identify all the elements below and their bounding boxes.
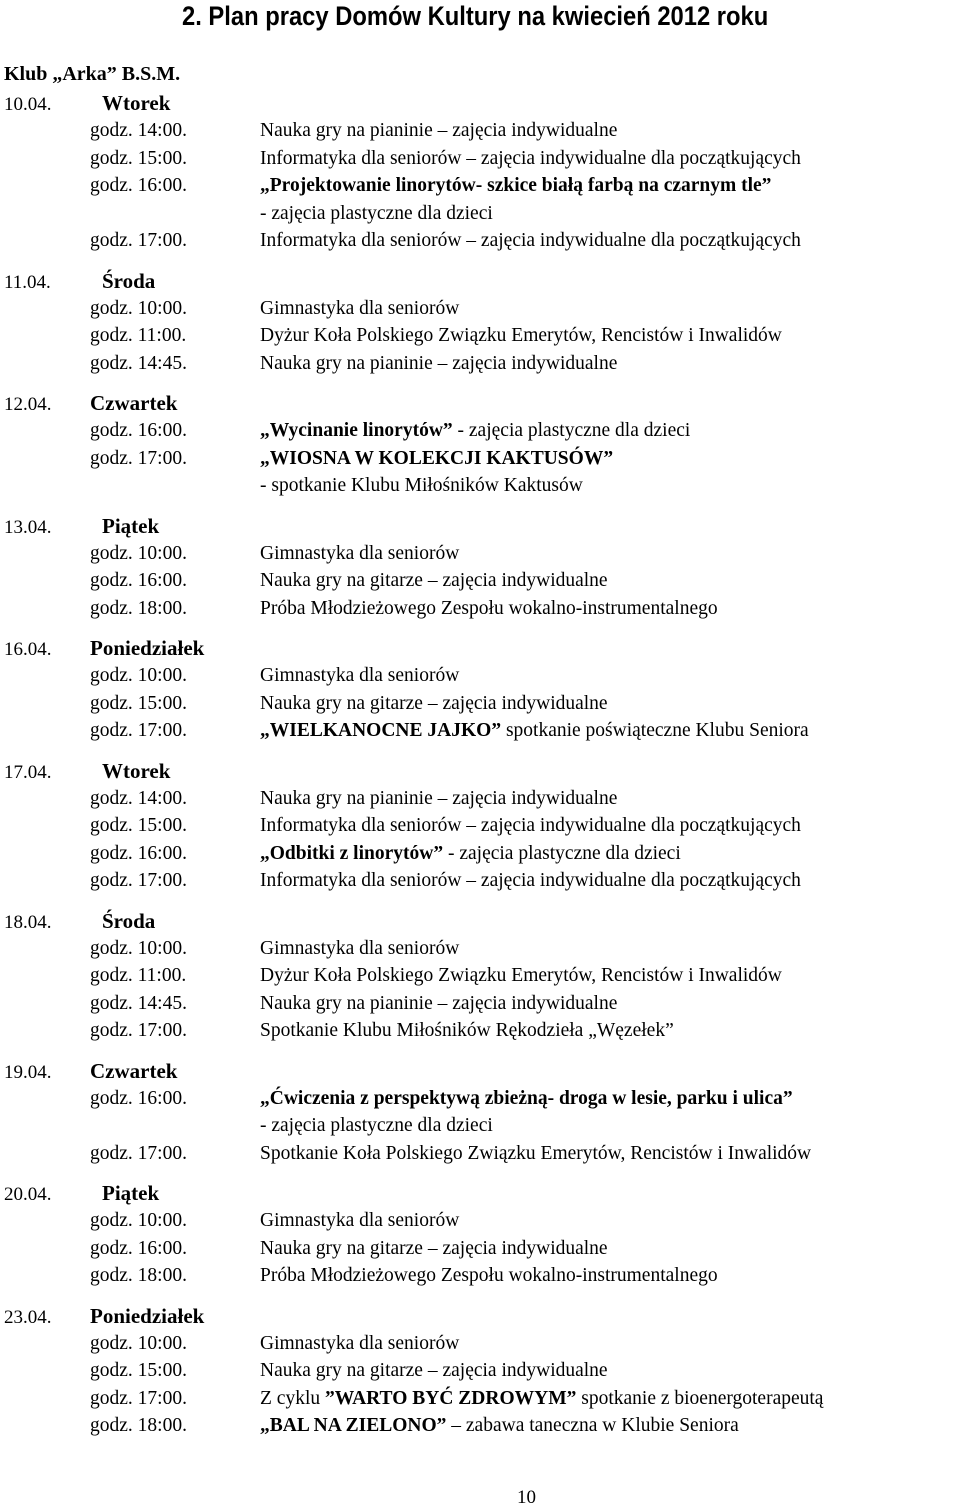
item-text: Gimnastyka dla seniorów bbox=[260, 297, 460, 319]
item-activity bbox=[260, 1085, 960, 1140]
day-header bbox=[0, 757, 960, 785]
item-text: Nauka gry na gitarze – zajęcia indywidualne bbox=[260, 570, 608, 591]
day-weekday: Czwartek bbox=[90, 391, 178, 415]
item-text: Spotkanie Koła Polskiego Związku Emerytów, Rencistów i Inwalidów bbox=[260, 1142, 812, 1164]
page-number: 10 bbox=[517, 1487, 536, 1508]
day-block bbox=[0, 907, 960, 1045]
schedule-item bbox=[0, 1235, 960, 1263]
item-time: godz. 16:00. bbox=[90, 420, 187, 441]
item-time: godz. 10:00. bbox=[90, 542, 187, 564]
schedule-item bbox=[0, 1412, 960, 1440]
item-text: - zajęcia plastyczne dla dzieci bbox=[452, 420, 691, 441]
item-subtext: - spotkanie Klubu Miłośników Kaktusów bbox=[260, 475, 583, 496]
day-date: 19.04. bbox=[4, 1061, 52, 1083]
schedule-item bbox=[0, 567, 960, 595]
item-time: godz. 15:00. bbox=[90, 147, 187, 169]
item-time: godz. 17:00. bbox=[90, 1020, 187, 1041]
schedule-item bbox=[0, 145, 960, 173]
item-activity bbox=[260, 1235, 960, 1263]
item-text: Nauka gry na gitarze – zajęcia indywidualne bbox=[260, 692, 608, 714]
schedule-item bbox=[0, 417, 960, 445]
item-time: godz. 16:00. bbox=[90, 175, 187, 196]
day-header bbox=[0, 389, 960, 417]
item-time: godz. 18:00. bbox=[90, 1415, 187, 1436]
item-text: Informatyka dla seniorów – zajęcia indywidualne dla początkujących bbox=[260, 147, 801, 169]
schedule-item bbox=[0, 117, 960, 145]
item-text: Dyżur Koła Polskiego Związku Emerytów, Rencistów i Inwalidów bbox=[260, 325, 782, 346]
day-weekday: Piątek bbox=[102, 513, 160, 538]
day-block bbox=[0, 634, 960, 745]
schedule-item bbox=[0, 1385, 960, 1413]
item-title-bold: „BAL NA ZIELONO” bbox=[260, 1415, 447, 1436]
item-text: Próba Młodzieżowego Zespołu wokalno-instrumentalnego bbox=[260, 1265, 718, 1286]
item-text: Gimnastyka dla seniorów bbox=[260, 937, 460, 959]
item-time: godz. 16:00. bbox=[90, 1237, 187, 1259]
club-name: Klub „Arka” B.S.M. bbox=[4, 63, 181, 85]
item-activity bbox=[260, 1385, 960, 1413]
day-header bbox=[0, 634, 960, 662]
day-weekday: Środa bbox=[102, 268, 156, 293]
page-title: 2. Plan pracy Domów Kultury na kwiecień 2012 roku bbox=[182, 1, 769, 31]
item-activity bbox=[260, 840, 960, 868]
schedule-item bbox=[0, 1207, 960, 1235]
item-activity bbox=[260, 445, 960, 500]
item-activity bbox=[260, 717, 960, 745]
day-date: 20.04. bbox=[4, 1184, 52, 1205]
day-date: 17.04. bbox=[4, 761, 52, 783]
day-weekday: Poniedziałek bbox=[90, 1303, 205, 1328]
day-block bbox=[0, 389, 960, 500]
item-time: godz. 11:00. bbox=[90, 325, 187, 346]
schedule-item bbox=[0, 322, 960, 350]
item-activity bbox=[260, 567, 960, 595]
item-time: godz. 17:00. bbox=[90, 1387, 187, 1409]
item-activity bbox=[260, 595, 960, 623]
item-text: Nauka gry na pianinie – zajęcia indywidualne bbox=[260, 120, 618, 141]
day-weekday: Wtorek bbox=[102, 91, 171, 115]
item-title-bold: „Ćwiczenia z perspektywą zbieżną- droga w lesie, parku i ulica” bbox=[260, 1087, 793, 1109]
item-activity bbox=[260, 1262, 960, 1290]
item-text: Informatyka dla seniorów – zajęcia indywidualne dla początkujących bbox=[260, 230, 801, 251]
item-text: Dyżur Koła Polskiego Związku Emerytów, Rencistów i Inwalidów bbox=[260, 965, 782, 986]
item-time: godz. 11:00. bbox=[90, 965, 187, 986]
schedule-item bbox=[0, 990, 960, 1018]
day-block bbox=[0, 1302, 960, 1440]
item-time: godz. 16:00. bbox=[90, 1087, 187, 1109]
day-date: 13.04. bbox=[4, 516, 52, 538]
schedule-item bbox=[0, 1085, 960, 1140]
item-time: godz. 15:00. bbox=[90, 1360, 187, 1381]
item-time: godz. 14:00. bbox=[90, 787, 187, 809]
item-text: Nauka gry na pianinie – zajęcia indywidualne bbox=[260, 787, 618, 809]
schedule-item bbox=[0, 1357, 960, 1385]
day-weekday: Poniedziałek bbox=[90, 636, 205, 660]
schedule-item bbox=[0, 690, 960, 718]
day-block bbox=[0, 757, 960, 895]
item-time: godz. 18:00. bbox=[90, 597, 187, 619]
item-time: godz. 10:00. bbox=[90, 937, 187, 959]
day-header bbox=[0, 512, 960, 540]
item-activity bbox=[260, 1412, 960, 1440]
day-header bbox=[0, 1179, 960, 1207]
schedule-item bbox=[0, 1330, 960, 1358]
item-activity bbox=[260, 417, 960, 445]
item-text: - zajęcia plastyczne dla dzieci bbox=[443, 842, 681, 864]
schedule-item bbox=[0, 172, 960, 227]
item-time: godz. 18:00. bbox=[90, 1265, 187, 1286]
item-time: godz. 10:00. bbox=[90, 665, 187, 686]
item-activity bbox=[260, 322, 960, 350]
item-time: godz. 17:00. bbox=[90, 447, 187, 469]
schedule-item bbox=[0, 867, 960, 895]
schedule-item bbox=[0, 1140, 960, 1168]
schedule-item bbox=[0, 935, 960, 963]
item-time: godz. 17:00. bbox=[90, 230, 187, 251]
item-activity bbox=[260, 785, 960, 813]
schedule-item bbox=[0, 350, 960, 378]
schedule bbox=[0, 89, 960, 1452]
item-prefix: Z cyklu bbox=[260, 1387, 325, 1409]
item-text: spotkanie poświąteczne Klubu Seniora bbox=[501, 720, 809, 741]
item-activity bbox=[260, 117, 960, 145]
item-time: godz. 10:00. bbox=[90, 297, 187, 319]
schedule-item bbox=[0, 812, 960, 840]
day-header bbox=[0, 89, 960, 117]
day-block bbox=[0, 1057, 960, 1168]
item-activity bbox=[260, 350, 960, 378]
item-text: Gimnastyka dla seniorów bbox=[260, 665, 460, 686]
schedule-item bbox=[0, 227, 960, 255]
day-header bbox=[0, 1057, 960, 1085]
schedule-item bbox=[0, 1017, 960, 1045]
item-title-bold: „Projektowanie linorytów- szkice białą farbą na czarnym tle” bbox=[260, 175, 772, 196]
schedule-item bbox=[0, 540, 960, 568]
item-title-bold: ”WARTO BYĆ ZDROWYM” bbox=[324, 1387, 577, 1409]
item-activity bbox=[260, 1330, 960, 1358]
item-activity bbox=[260, 1017, 960, 1045]
day-block bbox=[0, 512, 960, 623]
day-weekday: Piątek bbox=[102, 1181, 160, 1205]
item-text: Informatyka dla seniorów – zajęcia indywidualne dla początkujących bbox=[260, 815, 801, 836]
item-activity bbox=[260, 145, 960, 173]
day-header bbox=[0, 267, 960, 295]
day-date: 23.04. bbox=[4, 1306, 52, 1328]
item-time: godz. 14:00. bbox=[90, 120, 187, 141]
item-subtext: - zajęcia plastyczne dla dzieci bbox=[260, 202, 493, 224]
item-time: godz. 14:45. bbox=[90, 352, 187, 374]
item-activity bbox=[260, 295, 960, 323]
day-block bbox=[0, 267, 960, 378]
item-time: godz. 15:00. bbox=[90, 692, 187, 714]
item-title-bold: „Odbitki z linorytów” bbox=[260, 842, 444, 864]
item-activity bbox=[260, 227, 960, 255]
day-block bbox=[0, 1179, 960, 1290]
item-text: Gimnastyka dla seniorów bbox=[260, 1210, 460, 1231]
schedule-item bbox=[0, 445, 960, 500]
item-time: godz. 15:00. bbox=[90, 815, 187, 836]
item-text: Spotkanie Klubu Miłośników Rękodzieła „Węzełek” bbox=[260, 1020, 674, 1041]
day-weekday: Czwartek bbox=[90, 1058, 178, 1083]
item-text: Informatyka dla seniorów – zajęcia indywidualne dla początkujących bbox=[260, 870, 801, 891]
day-header bbox=[0, 907, 960, 935]
schedule-item bbox=[0, 785, 960, 813]
item-title-bold: „Wycinanie linorytów” bbox=[260, 420, 453, 441]
day-date: 16.04. bbox=[4, 639, 52, 660]
item-activity bbox=[260, 172, 960, 227]
item-time: godz. 10:00. bbox=[90, 1210, 187, 1231]
item-time: godz. 10:00. bbox=[90, 1332, 187, 1354]
item-time: godz. 17:00. bbox=[90, 870, 187, 891]
item-activity bbox=[260, 812, 960, 840]
day-weekday: Środa bbox=[102, 908, 156, 933]
item-time: godz. 16:00. bbox=[90, 570, 187, 591]
schedule-item bbox=[0, 962, 960, 990]
item-text: Gimnastyka dla seniorów bbox=[260, 542, 460, 564]
day-header bbox=[0, 1302, 960, 1330]
day-block bbox=[0, 89, 960, 255]
item-title-bold: „WIOSNA W KOLEKCJI KAKTUSÓW” bbox=[260, 447, 614, 469]
item-text: spotkanie z bioenergoterapeutą bbox=[576, 1387, 824, 1409]
day-weekday: Wtorek bbox=[102, 758, 171, 783]
schedule-item bbox=[0, 595, 960, 623]
schedule-item bbox=[0, 717, 960, 745]
day-date: 11.04. bbox=[4, 271, 51, 293]
item-time: godz. 17:00. bbox=[90, 1142, 187, 1164]
schedule-item bbox=[0, 840, 960, 868]
item-time: godz. 16:00. bbox=[90, 842, 187, 864]
item-title-bold: „WIELKANOCNE JAJKO” bbox=[260, 720, 502, 741]
item-activity bbox=[260, 935, 960, 963]
item-time: godz. 17:00. bbox=[90, 720, 187, 741]
item-activity bbox=[260, 1207, 960, 1235]
schedule-item bbox=[0, 1262, 960, 1290]
day-date: 12.04. bbox=[4, 394, 52, 415]
day-date: 10.04. bbox=[4, 94, 52, 115]
item-activity bbox=[260, 990, 960, 1018]
item-activity bbox=[260, 867, 960, 895]
item-activity bbox=[260, 690, 960, 718]
item-activity bbox=[260, 662, 960, 690]
item-activity bbox=[260, 1140, 960, 1168]
schedule-item bbox=[0, 662, 960, 690]
item-time: godz. 14:45. bbox=[90, 992, 187, 1014]
item-text: Nauka gry na pianinie – zajęcia indywidualne bbox=[260, 352, 618, 374]
item-text: – zabawa taneczna w Klubie Seniora bbox=[446, 1415, 739, 1436]
item-subtext: - zajęcia plastyczne dla dzieci bbox=[260, 1115, 493, 1136]
item-activity bbox=[260, 1357, 960, 1385]
schedule-item bbox=[0, 295, 960, 323]
item-text: Próba Młodzieżowego Zespołu wokalno-instrumentalnego bbox=[260, 597, 718, 619]
item-activity bbox=[260, 540, 960, 568]
item-text: Gimnastyka dla seniorów bbox=[260, 1332, 460, 1354]
day-date: 18.04. bbox=[4, 911, 52, 933]
item-activity bbox=[260, 962, 960, 990]
item-text: Nauka gry na pianinie – zajęcia indywidualne bbox=[260, 992, 618, 1014]
item-text: Nauka gry na gitarze – zajęcia indywidualne bbox=[260, 1237, 608, 1259]
item-text: Nauka gry na gitarze – zajęcia indywidualne bbox=[260, 1360, 608, 1381]
